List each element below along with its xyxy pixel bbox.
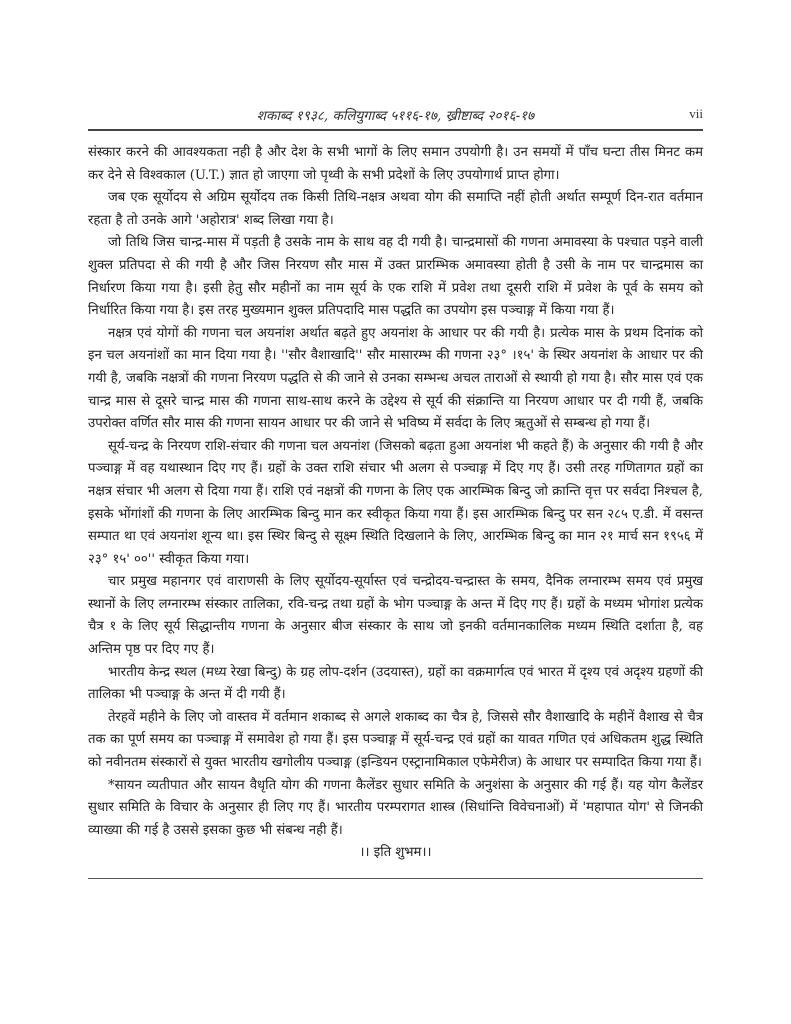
running-head <box>88 104 703 126</box>
paragraph-ayanamsha: नक्षत्र एवं योगों की गणना चल अयनांश अर्थात बढ़ते हुए अयनांश के आधार पर की गयी है। प्रत्येक मास के प्रथम दिनांक को इन चल अयनांशों का मान दिया गया है। ''सौर वैशाखादि'' सौर मासारम्भ की गणना २३° ।१५' के स्थिर अयनांश के आधार पर की गयी है, जबकि नक्षत्रों की गणना निरयण पद्धति से की जाने से उनका सम्भन्ध अचल ताराओं से स्थायी हो गया है। सौर मास एवं एक चान्द्र मास से दूसरे चान्द्र मास की गणना साथ-साथ करने के उद्देश्य से सूर्य की संक्रान्ति या निरयण आधार पर दी गयी हैं, जबकि उपरोक्त वर्णित सौर मास की गणना सायन आधार पर की जाने से भविष्य में सर्वदा के लिए ऋतुओं से सम्बन्ध हो गया हैं। <box>88 325 703 432</box>
header-rule <box>88 129 703 131</box>
paragraph-rashi-sanchar: सूर्य-चन्द्र के निरयण राशि-संचार की गणना चल अयनांश (जिसको बढ़ता हुआ अयनांश भी कहते हैं) के अनुसार की गयी है और पञ्चाङ्ग में वह यथास्थान दिए गए हैं। ग्रहों के उक्त राशि संचार भी अलग से पञ्चाङ्ग में दिए गए हैं। उसी तरह गणितागत ग्रहों का नक्षत्र संचार भी अलग से दिया गया हैं। राशि एवं नक्षत्रों की गणना के लिए एक आरम्भिक बिन्दु जो क्रान्ति वृत्त पर सर्वदा निश्चल है, इसके भोंगांशों की गणना के लिए आरम्भिक बिन्दु मान कर स्वीकृत किया गया हैं। इस आरम्भिक बिन्दु पर सन २८५ ए.डी. में वसन्त सम्पात था एवं अयनांश शून्य था। इस स्थिर बिन्दु से सूक्ष्म स्थिति दिखलाने के लिए, आरम्भिक बिन्दु का मान २१ मार्च सन १९५६ में २३° १५' ००'' स्वीकृत किया गया। <box>88 438 703 567</box>
paragraph-footnote-yoga: *सायन व्यतीपात और सायन वैधृति योग की गणना कैलेंडर सुधार समिति के अनुशंसा के अनुसार की गई हैं। यह योग कैलेंडर सुधार समिति के विचार के अनुसार ही लिए गए हैं। भारतीय परम्परागत शास्त्र (सिधांन्ति विवेचनाओं) में 'महापात योग' से जिनकी व्याख्या की गई है उससे इसका कुछ भी संबन्ध नही हैं। <box>88 777 703 838</box>
paragraph-continued: संस्कार करने की आवश्यकता नही है और देश के सभी भागों के लिए समान उपयोगी है। उन समयों में पाँच घन्टा तीस मिनट कम कर देने से विश्वकाल (U.T.) ज्ञात हो जाएगा जो पृथ्वी के सभी प्रदेशों के लिए उपयोगार्थ प्राप्त होगा। <box>88 145 703 183</box>
paragraph-thirteenth-month: तेरहवें महीने के लिए जो वास्तव में वर्तमान शकाब्द से अगले शकाब्द का चैत्र हे, जिससे सौर वैशाखादि के महीनें वैशाख से चैत्र तक का पूर्ण समय का पञ्चाङ्ग में समावेश हो गया हैं। इस पञ्चाङ्ग में सूर्य-चन्द्र एवं ग्रहों का यावत गणित एवं अधिकतम शुद्ध स्थिति को नवीनतम संस्कारों से युक्त भारतीय खगोलीय पञ्चाङ्ग (इन्डियन एस्ट्रानामिकाल एफेमेरीज) के आधार पर सम्पादित किया गया हैं। <box>88 709 703 771</box>
paragraph-chandramas: जो तिथि जिस चान्द्र-मास में पड़ती है उसके नाम के साथ वह दी गयी है। चान्द्रमासों की गणना अमावस्या के पश्चात पड़ने वाली शुक्ल प्रतिपदा से की गयी है और जिस निरयण सौर मास में उक्त प्रारम्भिक अमावस्या होती है उसी के नाम पर चान्द्रमास का निर्धारण किया गया है। इसी हेतु सौर महीनों का नाम सूर्य के एक राशि में प्रवेश तथा दूसरी राशि में प्रवेश के पूर्व के समय को निर्धारित किया गया है। इस तरह मुख्यमान शुक्ल प्रतिपदादि मास पद्धति का उपयोग इस पञ्चाङ्ग में किया गया हैं। <box>88 235 703 319</box>
paragraph-sunrise-tables: चार प्रमुख महानगर एवं वाराणसी के लिए सूर्योदय-सूर्यास्त एवं चन्द्रोदय-चन्द्रास्त के समय, दैनिक लग्नारम्भ समय एवं प्रमुख स्थानों के लिए लग्नारम्भ संस्कार तालिका, रवि-चन्द्र तथा ग्रहों के भोग पञ्चाङ्ग के अन्त में दिए गए हैं। ग्रहों के मध्यम भोगांश प्रत्येक चैत्र १ के लिए सूर्य सिद्धान्तीय गणना के अनुसार बीज संस्कार के साथ जो इनकी वर्तमानकालिक मध्यम स्थिति दर्शाता है, वह अन्तिम पृष्ठ पर दिए गए हैं। <box>88 574 703 658</box>
footer-rule <box>88 878 703 879</box>
closing-benediction: ।। इति शुभम।। <box>359 845 432 861</box>
paragraph-eclipses: भारतीय केन्द्र स्थल (मध्य रेखा बिन्दु) के ग्रह लोप-दर्शन (उदयास्त), ग्रहों का वक्रमार्गत्व एवं भारत में दृश्य एवं अदृश्य ग्रहणों की तालिका भी पञ्चाङ्ग के अन्त में दी गयी हैं। <box>88 664 703 703</box>
body-text <box>88 142 703 842</box>
page-number: vii <box>689 106 703 121</box>
document-page <box>88 104 703 879</box>
paragraph-ahoratra: जब एक सूर्योदय से अग्रिम सूर्योदय तक किसी तिथि-नक्षत्र अथवा योग की समाप्ति नहीं होती अर्थात सम्पूर्ण दिन-रात वर्तमान रहता है तो उनके आगे 'अहोरात्र' शब्द लिखा गया है। <box>88 190 703 228</box>
running-head-title: शकाब्द १९३८, कलियुगाब्द ५११६-१७, ख्रीष्टाब्द २०१६-१७ <box>256 108 535 124</box>
